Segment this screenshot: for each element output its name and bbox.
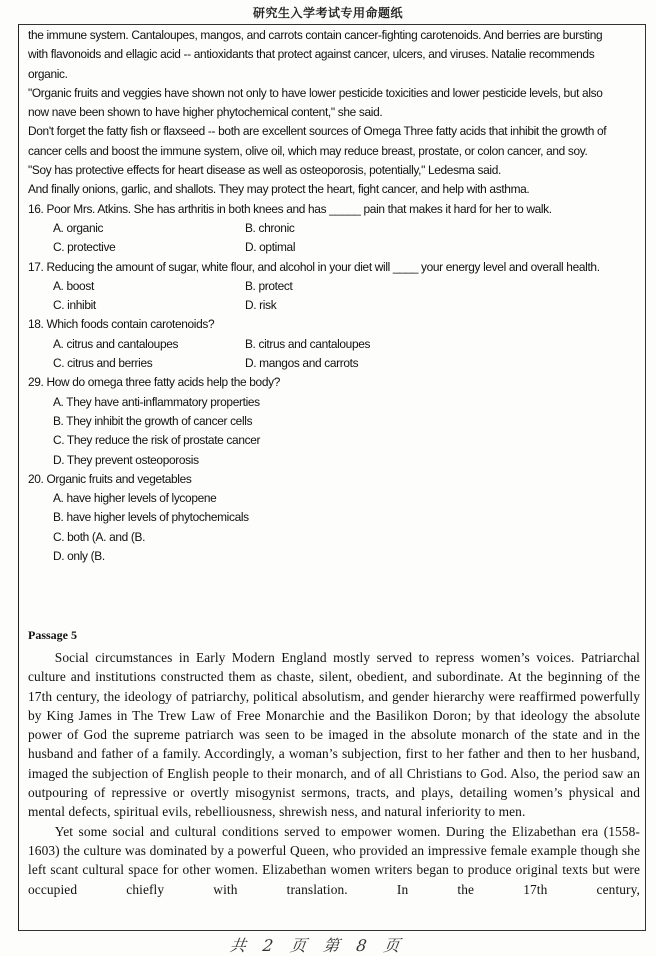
- option-b[interactable]: B. have higher levels of phytochemicals: [52, 510, 249, 525]
- option-a[interactable]: A. citrus and cantaloupes: [52, 336, 179, 351]
- question-16: [28, 200, 616, 258]
- question-stem: 20. Organic fruits and vegetables: [28, 471, 192, 486]
- option-c[interactable]: C. They reduce the risk of prostate cancer: [52, 433, 261, 448]
- option-d[interactable]: D. mangos and carrots: [244, 356, 359, 371]
- paragraph: the immune system. Cantaloupes, mangos, and carrots contain cancer-fighting carotenoids. And berries are bursting with flavonoids and ellagic acid -- antioxidants that protect against cancer, ulcers, and viruses. Natalie recommends organic.: [28, 28, 603, 81]
- option-c[interactable]: C. citrus and berries: [52, 356, 153, 371]
- option-c[interactable]: C. protective: [52, 240, 116, 255]
- option-c[interactable]: C. both (A. and (B.: [52, 529, 146, 544]
- paragraph: And finally onions, garlic, and shallots. They may protect the heart, fight cancer, and help with asthma.: [28, 182, 530, 197]
- question-20: [28, 470, 616, 566]
- question-17: [28, 258, 616, 316]
- option-b[interactable]: B. protect: [244, 278, 293, 293]
- option-row: [28, 335, 616, 354]
- option-row: [28, 238, 616, 257]
- question-stem: 17. Reducing the amount of sugar, white flour, and alcohol in your diet will ____ your energy level and overall health.: [28, 259, 600, 274]
- option-d[interactable]: D. risk: [244, 298, 277, 313]
- passage-5-title: Passage 5: [28, 628, 77, 642]
- passage-5-body: [28, 648, 640, 899]
- option-row: [28, 296, 616, 315]
- option-b[interactable]: B. They inhibit the growth of cancer cells: [52, 413, 253, 428]
- option-d[interactable]: D. optimal: [244, 240, 296, 255]
- option-b[interactable]: B. chronic: [244, 220, 295, 235]
- question-18: [28, 315, 616, 373]
- paragraph: "Organic fruits and veggies have shown not only to have lower pesticide toxicities and lower pesticide levels, but also now nave been shown to have higher phytochemical content," she said.: [28, 85, 603, 120]
- paragraph: Social circumstances in Early Modern England mostly served to repress women’s voices. Patriarchal culture and institutions constructed them as chaste, silent, obedient, and subordinate. At the beginning of the 17th century, the ideology of patriarchy, political absolutism, and gender hierarchy were reaffirmed powerfully by King James in The Trew Law of Free Monarchie and the Basilikon Doron; by that ideology the absolute power of God the supreme patriarch was seen to be imaged in the absolute monarch of the state and in the husband and father of a family. Accordingly, a woman’s subjection, first to her father and then to her husband, imaged the subjection of English people to their monarch, and of all Christians to God. Also, the period saw an outpouring of repressive or overtly misogynist sermons, tracts, and plays, detailing women’s physical and mental defects, spiritual evils, rebelliousness, shrewish ness, and natural inferiority to men.: [28, 650, 640, 820]
- passage-4-section: [28, 26, 616, 566]
- option-row: [28, 219, 616, 238]
- option-a[interactable]: A. organic: [52, 220, 104, 235]
- option-row: [28, 354, 616, 373]
- option-d[interactable]: D. only (B.: [52, 549, 105, 564]
- option-a[interactable]: A. have higher levels of lycopene: [52, 491, 217, 506]
- option-row: [28, 277, 616, 296]
- question-29: [28, 373, 616, 469]
- option-d[interactable]: D. They prevent osteoporosis: [52, 452, 199, 467]
- question-stem: 18. Which foods contain carotenoids?: [28, 317, 215, 332]
- option-c[interactable]: C. inhibit: [52, 298, 96, 313]
- paragraph: "Soy has protective effects for heart disease as well as osteoporosis, potentially," Ledesma said.: [28, 163, 501, 178]
- paragraph: Yet some social and cultural conditions served to empower women. During the Elizabethan era (1558-1603) the culture was dominated by a powerful Queen, who provided an impressive female example though she left scant cultural space for other women. Elizabethan women writers began to produce original texts but were occupied chiefly with translation. In the 17th century,: [28, 823, 640, 897]
- question-stem: 16. Poor Mrs. Atkins. She has arthritis in both knees and has _____ pain that makes it hard for her to walk.: [28, 201, 552, 216]
- handwritten-page-note: 共 2 页 第 8 页: [228, 936, 407, 955]
- option-a[interactable]: A. boost: [52, 278, 94, 293]
- option-b[interactable]: B. citrus and cantaloupes: [244, 336, 371, 351]
- question-stem: 29. How do omega three fatty acids help the body?: [28, 375, 281, 390]
- option-a[interactable]: A. They have anti-inflammatory properties: [52, 394, 260, 409]
- paragraph: Don't forget the fatty fish or flaxseed -- both are excellent sources of Omega Three fatty acids that inhibit the growth of cancer cells and boost the immune system, olive oil, which may reduce breast, prostate, or colon cancer, and soy.: [28, 124, 607, 158]
- exam-paper-header: 研究生入学考试专用命题纸: [252, 6, 403, 20]
